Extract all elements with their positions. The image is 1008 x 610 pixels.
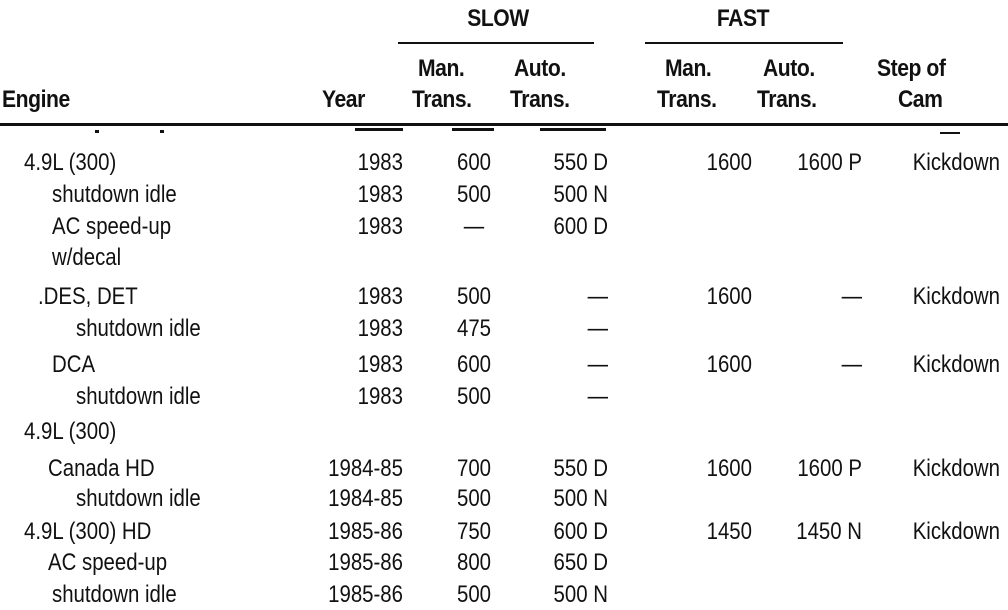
step-of-cam-header-line2: Cam	[898, 86, 943, 113]
header-bottom-rule	[0, 123, 1008, 126]
engine-cell: shutdown idle	[76, 383, 201, 410]
fast-man-cell: 1450	[706, 518, 752, 545]
slow-auto-cell: 500 N	[553, 581, 608, 608]
engine-cell: Canada HD	[48, 455, 155, 482]
step-cell: Kickdown	[912, 283, 1000, 310]
cutoff-mark-step	[940, 132, 960, 134]
slow-auto-cell: 650 D	[553, 549, 608, 576]
year-cell: 1984-85	[328, 485, 403, 512]
slow-auto-header-line1: Auto.	[514, 55, 566, 82]
fast-man-header-line2: Trans.	[657, 86, 717, 113]
slow-man-cell: 750	[456, 518, 492, 545]
engine-cell: shutdown idle	[52, 181, 177, 208]
engine-cell: w/decal	[52, 244, 122, 271]
engine-column-header: Engine	[2, 86, 70, 113]
step-cell: Kickdown	[912, 518, 1000, 545]
slow-man-cell: 600	[456, 149, 492, 176]
slow-auto-cell: —	[587, 383, 608, 410]
fast-man-cell: 1600	[706, 455, 752, 482]
slow-auto-cell: —	[587, 351, 608, 378]
engine-cell: AC speed-up	[48, 549, 168, 576]
slow-auto-cell: 600 D	[553, 213, 608, 240]
slow-auto-cell: 550 D	[553, 149, 608, 176]
cutoff-mark-slow-man	[452, 128, 494, 131]
fast-auto-cell: 1450 N	[796, 518, 862, 545]
year-cell: 1983	[357, 181, 403, 208]
slow-auto-cell: 500 N	[553, 485, 608, 512]
year-cell: 1983	[357, 149, 403, 176]
slow-man-cell: —	[463, 213, 485, 240]
slow-man-cell: 475	[456, 315, 492, 342]
step-cell: Kickdown	[912, 149, 1000, 176]
cutoff-mark-engine	[95, 130, 99, 133]
fast-auto-cell: 1600 P	[797, 149, 862, 176]
slow-man-cell: 600	[456, 351, 492, 378]
year-cell: 1985-86	[328, 549, 403, 576]
year-cell: 1983	[357, 213, 403, 240]
fast-auto-cell: —	[841, 351, 862, 378]
year-cell: 1984-85	[328, 455, 403, 482]
slow-auto-header-line2: Trans.	[510, 86, 570, 113]
year-cell: 1985-86	[328, 518, 403, 545]
slow-auto-cell: 600 D	[553, 518, 608, 545]
slow-man-cell: 500	[456, 581, 492, 608]
fast-man-cell: 1600	[706, 351, 752, 378]
fast-group-header: FAST	[716, 5, 770, 32]
fast-auto-header-line1: Auto.	[763, 55, 815, 82]
cutoff-mark-engine-2	[160, 130, 164, 133]
cutoff-mark-year	[355, 128, 403, 131]
engine-cell: shutdown idle	[76, 315, 201, 342]
slow-man-cell: 700	[456, 455, 492, 482]
slow-group-rule	[398, 42, 594, 44]
step-cell: Kickdown	[912, 455, 1000, 482]
engine-cell: shutdown idle	[76, 485, 201, 512]
slow-auto-cell: 500 N	[553, 181, 608, 208]
slow-man-header-line2: Trans.	[412, 86, 472, 113]
cutoff-mark-slow-auto	[540, 128, 606, 131]
slow-auto-cell: —	[587, 315, 608, 342]
slow-auto-cell: 550 D	[553, 455, 608, 482]
slow-man-cell: 500	[456, 485, 492, 512]
fast-auto-cell: —	[841, 283, 862, 310]
slow-man-cell: 500	[456, 181, 492, 208]
step-cell: Kickdown	[912, 351, 1000, 378]
year-cell: 1985-86	[328, 581, 403, 608]
slow-man-cell: 500	[456, 383, 492, 410]
fast-man-cell: 1600	[706, 149, 752, 176]
engine-cell: AC speed-up	[52, 213, 172, 240]
engine-cell: 4.9L (300) HD	[24, 518, 152, 545]
slow-group-header: SLOW	[467, 5, 529, 32]
slow-man-header-line1: Man.	[418, 55, 465, 82]
year-cell: 1983	[357, 315, 403, 342]
engine-cell: .DES, DET	[38, 283, 138, 310]
fast-auto-header-line2: Trans.	[757, 86, 817, 113]
engine-cell: 4.9L (300)	[24, 149, 117, 176]
year-cell: 1983	[357, 351, 403, 378]
year-column-header: Year	[322, 86, 365, 113]
year-cell: 1983	[357, 383, 403, 410]
fast-auto-cell: 1600 P	[797, 455, 862, 482]
slow-man-cell: 800	[456, 549, 492, 576]
fast-man-cell: 1600	[706, 283, 752, 310]
step-of-cam-header-line1: Step of	[877, 55, 946, 82]
slow-man-cell: 500	[456, 283, 492, 310]
fast-group-rule	[645, 42, 843, 44]
slow-auto-cell: —	[587, 283, 608, 310]
year-cell: 1983	[357, 283, 403, 310]
engine-cell: shutdown idle	[52, 581, 177, 608]
engine-cell: DCA	[52, 351, 96, 378]
fast-man-header-line1: Man.	[665, 55, 712, 82]
engine-cell: 4.9L (300)	[24, 418, 117, 445]
